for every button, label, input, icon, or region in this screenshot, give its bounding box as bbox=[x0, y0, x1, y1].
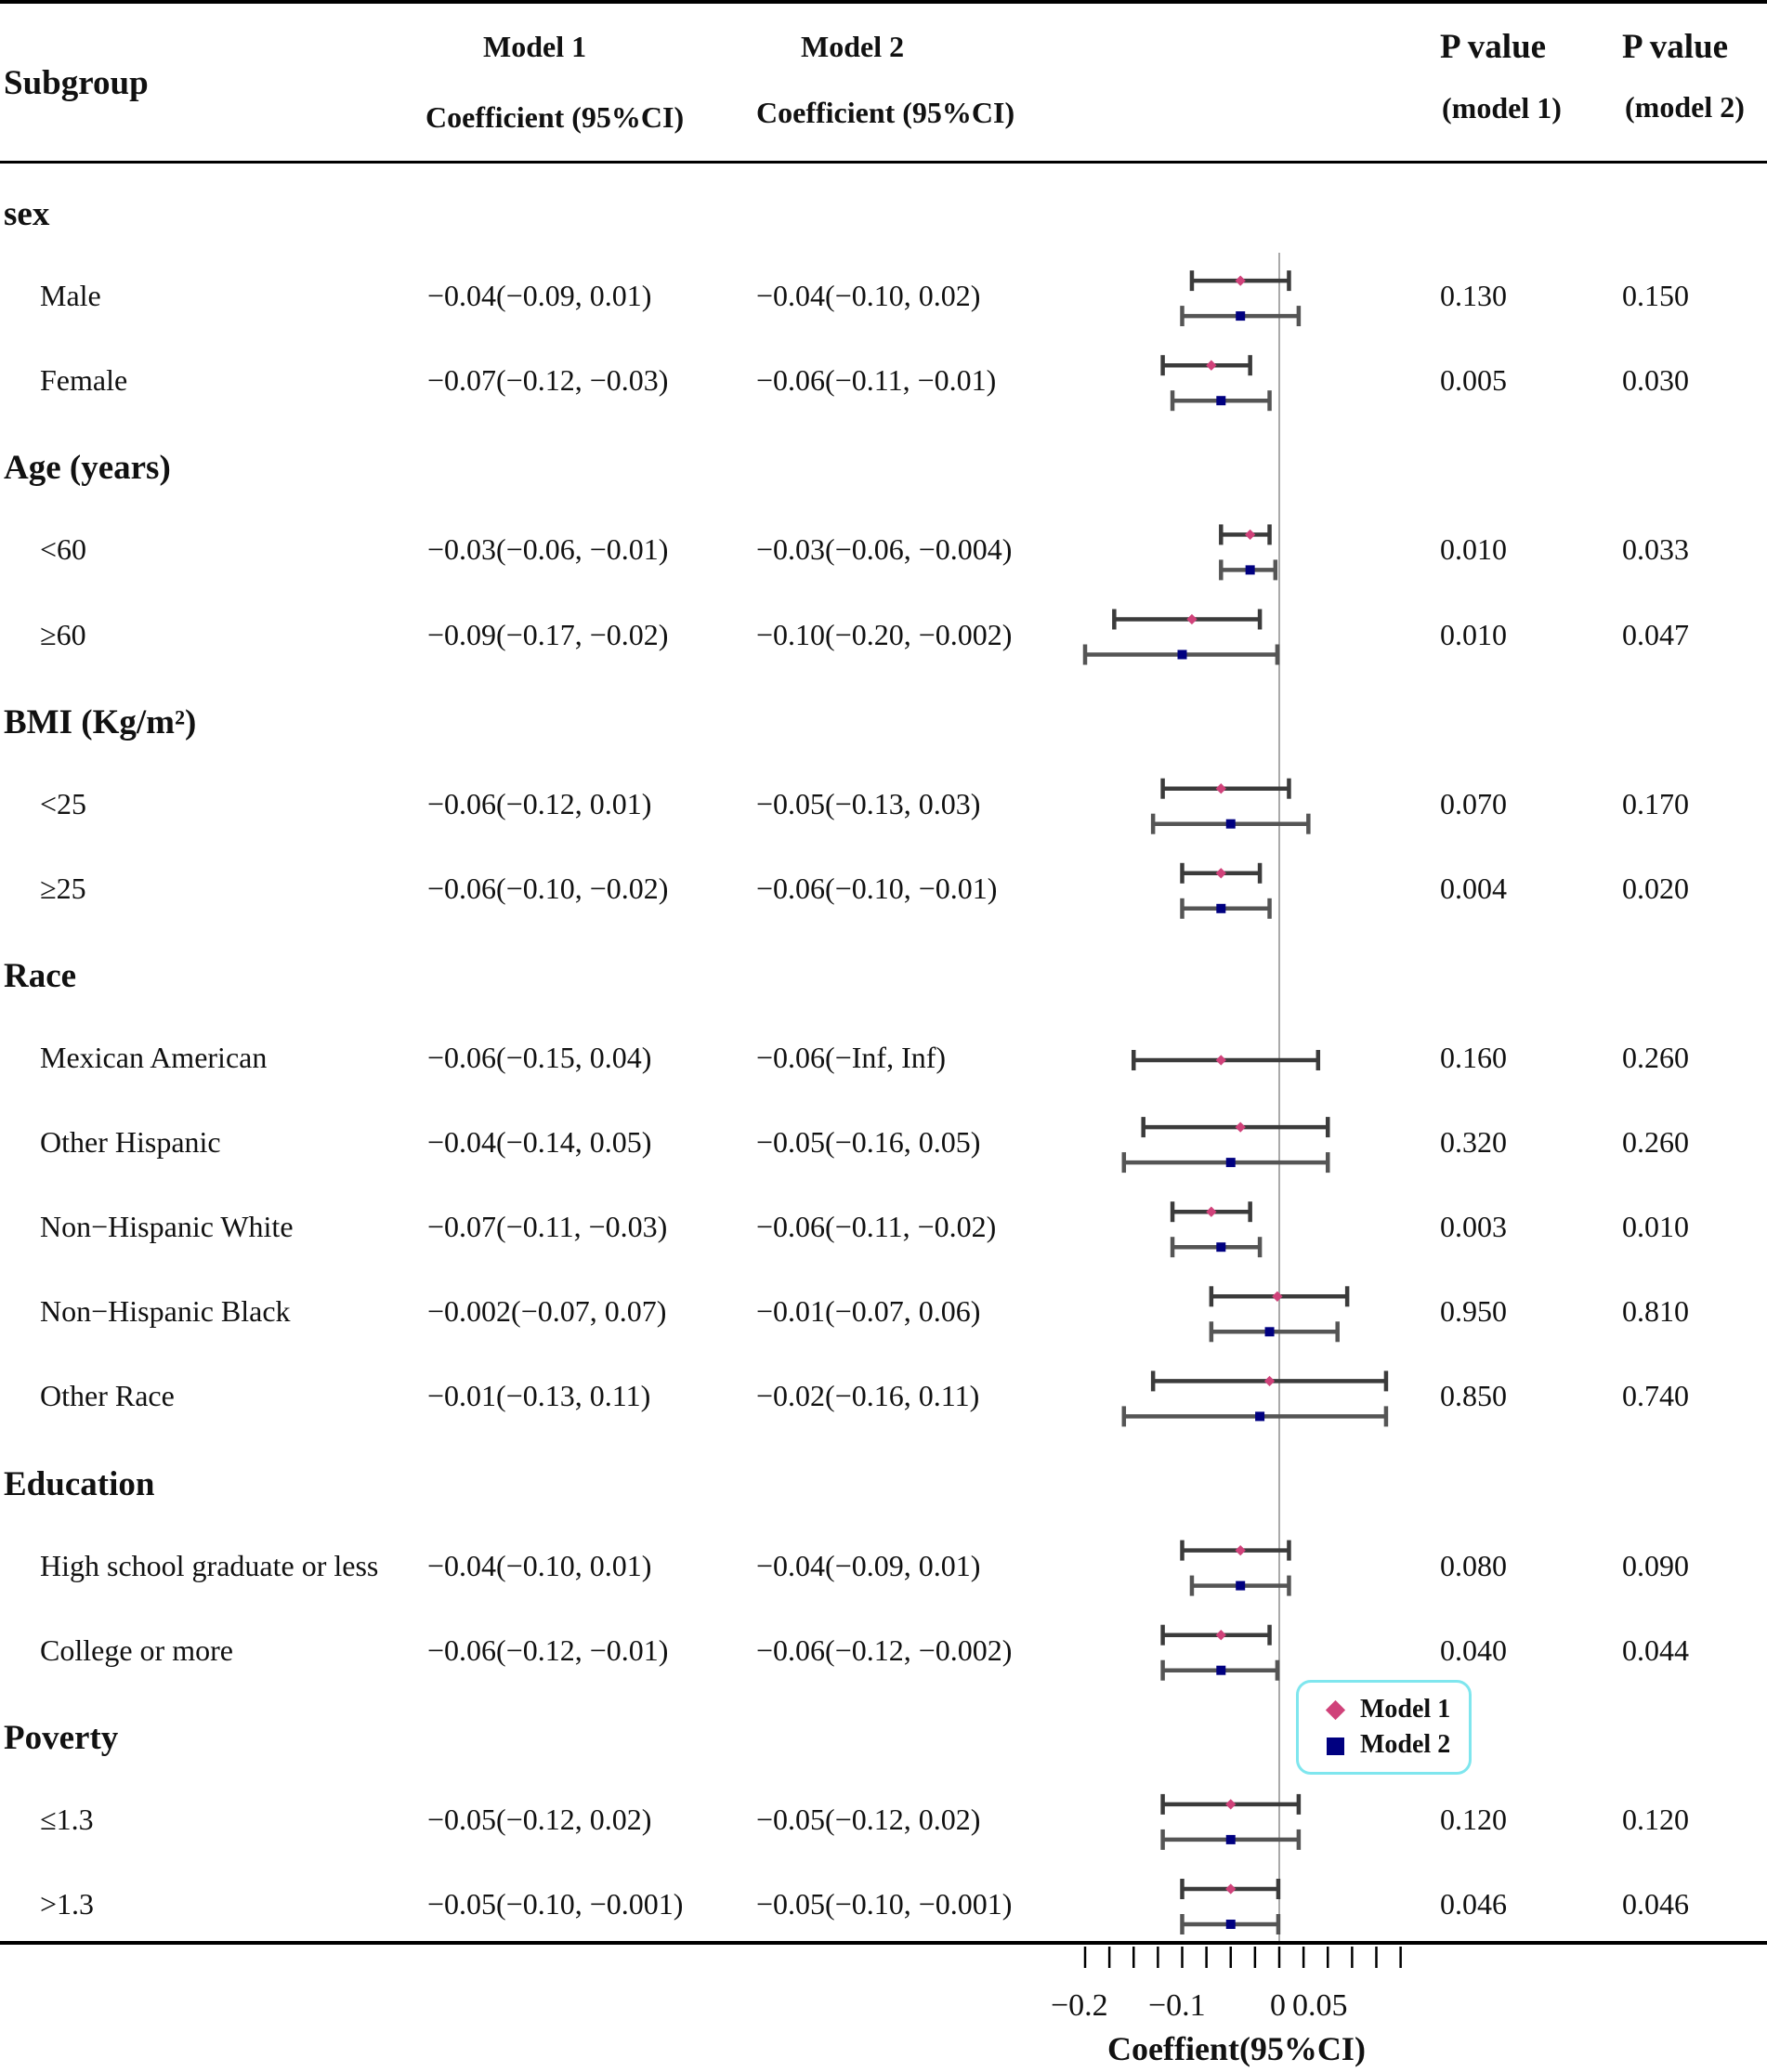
model2-estimate-marker bbox=[1216, 1666, 1225, 1675]
model1-estimate-marker bbox=[1264, 1376, 1275, 1386]
x-axis-ticks bbox=[1085, 1947, 1401, 1968]
tick-label: 0 bbox=[1270, 1988, 1286, 2023]
model2-ci-cell: −0.05(−0.13, 0.03) bbox=[756, 786, 981, 820]
model1-estimate-marker bbox=[1236, 275, 1246, 285]
pvalue2-cell: 0.047 bbox=[1622, 617, 1689, 651]
row-label: <25 bbox=[40, 786, 87, 820]
group-heading: BMI (Kg/m²) bbox=[4, 702, 197, 741]
group-heading: Education bbox=[4, 1464, 155, 1503]
pvalue1-cell: 0.120 bbox=[1440, 1802, 1507, 1836]
row-label: Non−Hispanic White bbox=[40, 1210, 294, 1244]
pvalue2-cell: 0.150 bbox=[1622, 279, 1689, 313]
model2-ci-bar bbox=[1124, 1406, 1386, 1426]
model2-ci-cell: −0.06(−0.11, −0.02) bbox=[756, 1210, 997, 1244]
pvalue2-cell: 0.120 bbox=[1622, 1802, 1689, 1836]
pvalue1-cell: 0.003 bbox=[1440, 1210, 1507, 1244]
model1-estimate-marker bbox=[1216, 1630, 1226, 1640]
model2-ci-cell: −0.06(−0.11, −0.01) bbox=[756, 363, 997, 398]
model1-estimate-marker bbox=[1216, 868, 1226, 878]
pvalue2-cell: 0.044 bbox=[1622, 1633, 1689, 1667]
model1-ci-cell: −0.07(−0.12, −0.03) bbox=[427, 363, 669, 398]
tick-label: 0.05 bbox=[1292, 1988, 1348, 2023]
model2-ci-bar bbox=[1124, 1152, 1328, 1173]
pvalue1-cell: 0.080 bbox=[1440, 1548, 1507, 1582]
group-heading: Race bbox=[4, 956, 77, 995]
model2-estimate-marker bbox=[1216, 904, 1225, 913]
group-heading: Age (years) bbox=[4, 449, 171, 488]
pvalue2-cell: 0.740 bbox=[1622, 1379, 1689, 1413]
model1-estimate-marker bbox=[1225, 1883, 1236, 1894]
pvalue2-cell: 0.260 bbox=[1622, 1041, 1689, 1074]
pvalue1-cell: 0.005 bbox=[1440, 363, 1507, 398]
row-label: >1.3 bbox=[40, 1887, 95, 1921]
model2-estimate-marker bbox=[1236, 311, 1245, 321]
square-marker-icon bbox=[1327, 1738, 1344, 1755]
pvalue2-cell: 0.046 bbox=[1622, 1887, 1689, 1921]
tick-label: −0.1 bbox=[1148, 1988, 1206, 2023]
model2-estimate-marker bbox=[1246, 565, 1255, 574]
coef1-header: Coefficient (95%CI) bbox=[425, 100, 685, 134]
model2-ci-cell: −0.05(−0.10, −0.001) bbox=[756, 1887, 1013, 1921]
model2-estimate-marker bbox=[1236, 1581, 1245, 1591]
pvalue1-cell: 0.160 bbox=[1440, 1041, 1507, 1074]
model2-ci-cell: −0.03(−0.06, −0.004) bbox=[756, 532, 1013, 567]
model2-ci-cell: −0.04(−0.10, 0.02) bbox=[756, 279, 981, 313]
pvalue1-cell: 0.010 bbox=[1440, 617, 1507, 651]
model1-estimate-marker bbox=[1216, 783, 1226, 793]
row-label: ≥25 bbox=[40, 871, 86, 905]
pvalue1-header: P value bbox=[1440, 28, 1547, 66]
model2-ci-bar bbox=[1211, 1321, 1338, 1342]
pvalue2-header: P value bbox=[1622, 28, 1729, 66]
tick-label: −0.2 bbox=[1051, 1988, 1108, 2023]
model1-estimate-marker bbox=[1206, 361, 1216, 371]
model1-header: Model 1 bbox=[483, 30, 587, 63]
pvalue1-cell: 0.046 bbox=[1440, 1887, 1507, 1921]
subgroup-header: Subgroup bbox=[4, 64, 149, 102]
model1-ci-cell: −0.04(−0.09, 0.01) bbox=[427, 279, 652, 313]
model1-ci-cell: −0.04(−0.10, 0.01) bbox=[427, 1548, 652, 1582]
pvalue2-cell: 0.020 bbox=[1622, 871, 1689, 905]
model2-ci-cell: −0.06(−Inf, Inf) bbox=[756, 1041, 947, 1074]
model2-ci-cell: −0.05(−0.16, 0.05) bbox=[756, 1125, 981, 1160]
pvalue2-cell: 0.090 bbox=[1622, 1548, 1689, 1582]
model1-ci-cell: −0.002(−0.07, 0.07) bbox=[427, 1294, 667, 1329]
pvalue2-cell: 0.033 bbox=[1622, 532, 1689, 567]
model2-header: Model 2 bbox=[801, 30, 905, 63]
row-label: Female bbox=[40, 363, 128, 398]
pvalue2-cell: 0.260 bbox=[1622, 1125, 1689, 1160]
model1-ci-cell: −0.05(−0.10, −0.001) bbox=[427, 1887, 684, 1921]
model2-ci-cell: −0.01(−0.07, 0.06) bbox=[756, 1294, 981, 1329]
legend-label: Model 1 bbox=[1360, 1695, 1451, 1724]
pmodel1-header: (model 1) bbox=[1442, 91, 1562, 125]
model1-ci-cell: −0.06(−0.12, −0.01) bbox=[427, 1633, 669, 1667]
model1-estimate-marker bbox=[1206, 1207, 1216, 1217]
model2-ci-bar bbox=[1172, 1237, 1260, 1257]
model1-estimate-marker bbox=[1186, 614, 1197, 624]
model1-ci-cell: −0.06(−0.15, 0.04) bbox=[427, 1041, 652, 1074]
model2-estimate-marker bbox=[1255, 1411, 1264, 1421]
pvalue1-cell: 0.130 bbox=[1440, 279, 1507, 313]
legend bbox=[1296, 1680, 1472, 1775]
model2-estimate-marker bbox=[1265, 1327, 1275, 1336]
pvalue1-cell: 0.004 bbox=[1440, 871, 1507, 905]
model1-ci-cell: −0.07(−0.11, −0.03) bbox=[427, 1210, 668, 1244]
model1-ci-cell: −0.05(−0.12, 0.02) bbox=[427, 1802, 652, 1836]
model1-ci-cell: −0.09(−0.17, −0.02) bbox=[427, 617, 669, 651]
model2-ci-cell: −0.04(−0.09, 0.01) bbox=[756, 1548, 981, 1582]
pvalue1-cell: 0.850 bbox=[1440, 1379, 1507, 1413]
model1-estimate-marker bbox=[1236, 1121, 1246, 1132]
row-label: ≥60 bbox=[40, 617, 86, 651]
row-label: Male bbox=[40, 279, 101, 313]
pmodel2-header: (model 2) bbox=[1625, 90, 1745, 124]
coef2-header: Coefficient (95%CI) bbox=[756, 96, 1015, 129]
model1-estimate-marker bbox=[1245, 530, 1255, 540]
row-label: Other Hispanic bbox=[40, 1125, 221, 1160]
row-label: <60 bbox=[40, 532, 87, 567]
model2-ci-cell: −0.06(−0.12, −0.002) bbox=[756, 1633, 1013, 1667]
row-label: Non−Hispanic Black bbox=[40, 1294, 291, 1329]
model2-estimate-marker bbox=[1216, 1242, 1225, 1252]
pvalue1-cell: 0.010 bbox=[1440, 532, 1507, 567]
model1-ci-cell: −0.01(−0.13, 0.11) bbox=[427, 1379, 651, 1413]
pvalue1-cell: 0.950 bbox=[1440, 1294, 1507, 1329]
row-label: ≤1.3 bbox=[40, 1802, 94, 1836]
model2-ci-cell: −0.02(−0.16, 0.11) bbox=[756, 1379, 980, 1413]
model2-estimate-marker bbox=[1178, 650, 1187, 660]
row-label: Mexican American bbox=[40, 1041, 268, 1074]
model2-estimate-marker bbox=[1216, 396, 1225, 405]
model1-ci-cell: −0.06(−0.10, −0.02) bbox=[427, 871, 669, 905]
model1-estimate-marker bbox=[1272, 1292, 1282, 1302]
group-heading: sex bbox=[4, 195, 50, 233]
model2-estimate-marker bbox=[1226, 1835, 1236, 1844]
row-label: College or more bbox=[40, 1633, 233, 1667]
pvalue2-cell: 0.010 bbox=[1622, 1210, 1689, 1244]
model1-estimate-marker bbox=[1225, 1799, 1236, 1809]
pvalue2-cell: 0.170 bbox=[1622, 786, 1689, 820]
group-heading: Poverty bbox=[4, 1718, 119, 1757]
model1-ci-cell: −0.03(−0.06, −0.01) bbox=[427, 532, 669, 567]
pvalue2-cell: 0.810 bbox=[1622, 1294, 1689, 1329]
pvalue1-cell: 0.070 bbox=[1440, 786, 1507, 820]
legend-label: Model 2 bbox=[1360, 1730, 1451, 1759]
model2-estimate-marker bbox=[1226, 820, 1236, 829]
diamond-marker-icon bbox=[1326, 1700, 1345, 1720]
model2-ci-cell: −0.06(−0.10, −0.01) bbox=[756, 871, 998, 905]
model1-ci-cell: −0.06(−0.12, 0.01) bbox=[427, 786, 652, 820]
row-label: High school graduate or less bbox=[40, 1548, 379, 1582]
model2-ci-cell: −0.10(−0.20, −0.002) bbox=[756, 617, 1013, 651]
pvalue1-cell: 0.040 bbox=[1440, 1633, 1507, 1667]
pvalue2-cell: 0.030 bbox=[1622, 363, 1689, 398]
model1-estimate-marker bbox=[1236, 1545, 1246, 1555]
model2-ci-bar bbox=[1183, 898, 1270, 919]
pvalue1-cell: 0.320 bbox=[1440, 1125, 1507, 1160]
model2-estimate-marker bbox=[1226, 1920, 1236, 1929]
model1-ci-cell: −0.04(−0.14, 0.05) bbox=[427, 1125, 652, 1160]
model2-ci-cell: −0.05(−0.12, 0.02) bbox=[756, 1802, 981, 1836]
x-axis-title: Coeffient(95%CI) bbox=[1107, 2030, 1366, 2067]
row-label: Other Race bbox=[40, 1379, 175, 1413]
model2-estimate-marker bbox=[1226, 1158, 1236, 1167]
model1-estimate-marker bbox=[1216, 1055, 1226, 1065]
